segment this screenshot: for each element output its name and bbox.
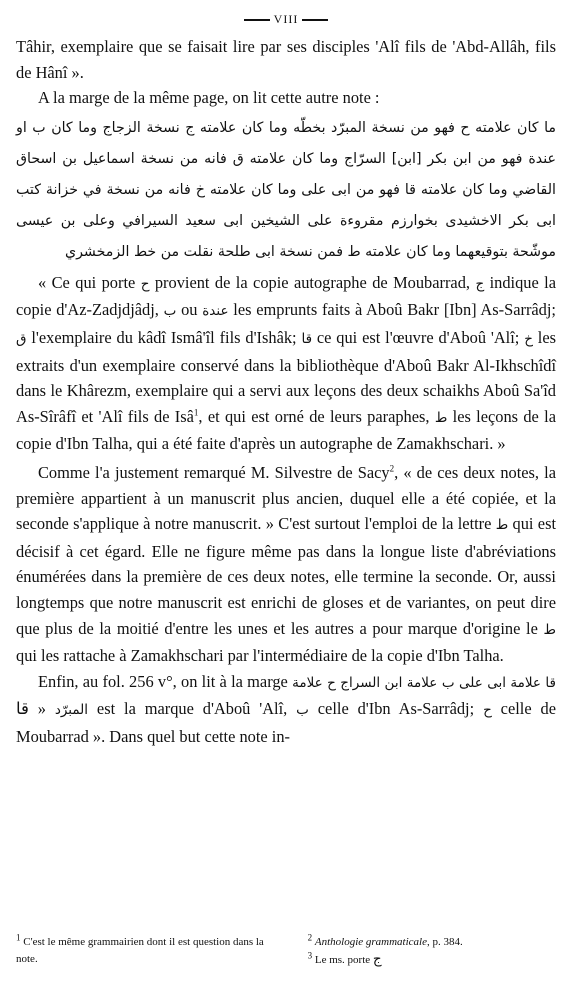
text-run: qui est décisif à cet égard. Elle ne figure même pas dans la longue liste d'abréviations énumérées dans la première de ces deux notes, elle termine la seconde. Or, aussi longtemps que notre manuscrit est enrichi de gloses et de variantes, on peut dire que plus de la moitié d'entre les unes et les autres a pour marque d'origine le (16, 514, 556, 638)
footnote-1 (16, 934, 264, 969)
arabic-glyph: ب (163, 303, 177, 320)
text-run: , « de ces deux notes, la première appartient à un manuscrit plus ancien, duquel elle a été copiée, et la seconde s'applique à notre manuscrit. » C'est surtout l'emploi de la lettre (16, 462, 556, 534)
footnote-mark: 1 (16, 932, 21, 943)
footnote-3 (308, 951, 556, 969)
header-ornament-left (244, 19, 270, 21)
arabic-marginal-note: قا علامة ابى على ب علامة ابن السراج ح علامة المبرّد (54, 674, 556, 719)
footnote-mark: 3 (307, 950, 313, 961)
footnote-title: Anthologie grammaticale (314, 936, 427, 948)
paragraph-2: A la marge de la même page, on lit cette autre note : (38, 88, 380, 108)
arabic-glyph: ح (483, 702, 492, 719)
arabic-glyph: ط (434, 409, 448, 426)
arabic-glyph: ج (372, 951, 382, 967)
paragraph-1: Tâhir, exemplaire que se faisait lire par ses disciples 'Alî fils de 'Abd-Allâh, fils de Hânî ». (16, 37, 556, 82)
paragraph-3 (16, 270, 556, 457)
paragraph-5 (16, 669, 556, 750)
text-run: les emprunts faits à Aboû Bakr [Ibn] As-Sarrâdj; (228, 300, 556, 320)
arabic-glyph: عندة (202, 303, 229, 320)
header-ornament-right (302, 19, 328, 21)
text-run: les extraits d'un exemplaire conservé dans la bibliothèque d'Aboû Bakr Al-Ikhschîdî dans le Khârezm, exemplaire qui a servi aux leçons des deux schaikhs Aboû Sa'îd As-Sîrâfî et 'Alî fils de Isâ (16, 327, 556, 426)
text-run: qui les rattache à Zamakhschari par l'intermédiaire de la copie d'Ibn Talha. (16, 646, 504, 666)
page-header (16, 10, 556, 30)
text-run: indique la copie d'Az-Zadjdjâdj, (16, 272, 556, 320)
arabic-glyph: ب (296, 702, 309, 719)
arabic-glyph: ح (140, 275, 150, 292)
arabic-glyph: قا (301, 330, 313, 347)
text-run: , et qui est orné de leurs paraphes, (198, 406, 435, 426)
footnote-text: C'est le même grammairien dont il est question dans la note. (16, 936, 264, 965)
text-run: provient de la copie autographe de Moubarrad, (149, 272, 476, 292)
text-run: Enfin, au fol. 256 v°, on lit à la marge (38, 671, 293, 691)
text-run: celle d'Ibn As-Sarrâdj; (308, 699, 484, 719)
text-run: ou (176, 300, 203, 320)
arabic-glyph: ط (543, 621, 556, 638)
text-run: l'exemplaire du kâdî Ismâ'îl fils d'Ishâk; (26, 327, 302, 347)
text-run: « قا est la marque d'Aboû 'Alî, (16, 699, 297, 719)
arabic-note: ما كان علامته ح فهو من نسخة المبرّد بخطّه وما كان علامته ج نسخة الزجاج وما كان ب او عندة فهو من ابن بكر [ابن] السرّاج وما كان علامته ق فانه من نسخة اسماعيل بن اسحاق القاضي وما كان علامته قا فهو من ابى على وما كان علامته خ فانه من نسخة في خزانة كتب ابى بكر الاخشيدى بخوارزم مقروءة على الشيخين ابى سعيد السيرافي وعلى بن عيسى موشّحة بتوقيعهما وما كان علامته ط فمن نسخة ابى طلحة نقلت من خط الزمخشري (16, 119, 556, 260)
text-run: « Ce qui porte (38, 272, 141, 292)
footnote-mark: 2 (307, 932, 313, 943)
text-run: les leçons de la copie d'Ibn Talha, qui a été faite d'après un autographe de Zamakhschari. » (16, 406, 556, 454)
page-number: VIII (273, 12, 299, 27)
arabic-glyph: ط (495, 517, 509, 534)
footnote-text: , p. 384. (426, 936, 463, 948)
text-run: ce qui est l'œuvre d'Aboû 'Alî; (312, 327, 525, 347)
footnote-ref-1: 1 (193, 407, 199, 418)
text-run: Comme l'a justement remarqué M. Silvestre de Sacy (38, 462, 390, 482)
footnote-2 (308, 934, 556, 951)
text-run: celle de Moubarrad ». Dans quel but cette note in- (16, 699, 556, 746)
footnotes-right (292, 934, 556, 969)
arabic-glyph: ق (16, 330, 27, 347)
arabic-glyph: ج (475, 275, 485, 292)
paragraph-4 (16, 460, 556, 669)
footnote-text: Le ms. porte (312, 954, 373, 966)
footnotes (16, 934, 556, 969)
arabic-glyph: خ (524, 330, 533, 347)
footnote-ref-2: 2 (389, 463, 395, 474)
